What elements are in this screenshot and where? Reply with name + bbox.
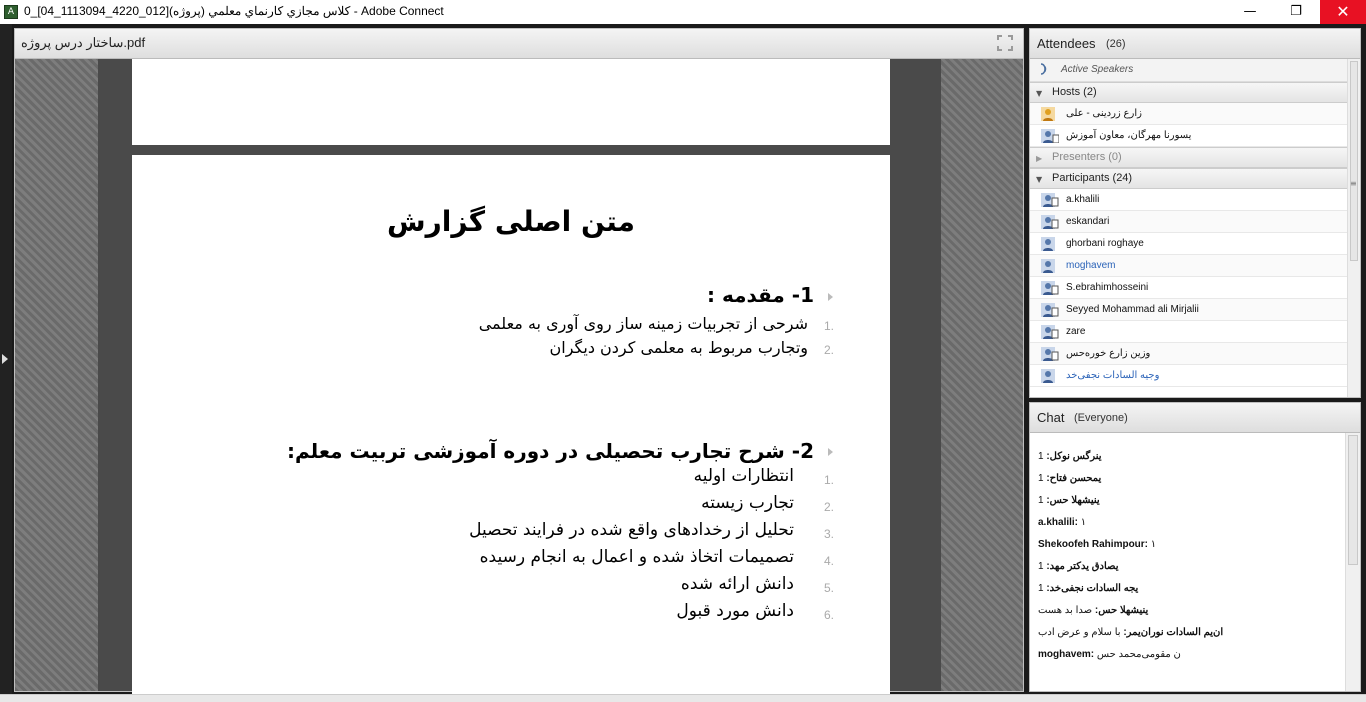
list-item: دانش ارائه شده xyxy=(680,574,794,594)
attendee-name: moghavem xyxy=(1066,260,1116,271)
chat-text: 1 xyxy=(1038,473,1047,484)
share-pod xyxy=(14,28,1024,692)
scrollbar-thumb[interactable] xyxy=(1350,61,1358,261)
list-item: تصمیمات اتخاذ شده و اعمال به انجام رسیده xyxy=(479,547,794,567)
participant-row[interactable] xyxy=(1030,365,1348,387)
chat-header xyxy=(1030,403,1360,433)
attendee-name: وزين زارع خوره‌حس xyxy=(1066,348,1151,359)
participant-avatar-icon xyxy=(1041,324,1055,338)
chat-title: Chat xyxy=(1037,410,1065,425)
group-label: Hosts (2) xyxy=(1052,86,1097,98)
bullet-arrow-icon xyxy=(828,293,833,301)
chat-text: 1 xyxy=(1038,451,1047,462)
microphone-icon xyxy=(1038,62,1052,76)
chat-message xyxy=(1038,561,1119,572)
attendees-pod xyxy=(1029,28,1361,398)
chat-sender: ینیشهلا حس: xyxy=(1046,495,1100,506)
restore-button[interactable]: ❐ xyxy=(1290,4,1302,19)
host-row[interactable] xyxy=(1030,125,1348,147)
attendee-name: eskandari xyxy=(1066,216,1110,227)
attendees-scrollbar[interactable] xyxy=(1347,59,1360,397)
chat-text: 1 xyxy=(1038,583,1047,594)
chat-message xyxy=(1038,539,1156,550)
chat-message xyxy=(1038,649,1181,660)
participant-avatar-icon xyxy=(1041,214,1055,228)
previous-page xyxy=(132,59,890,145)
group-label: Presenters (0) xyxy=(1052,151,1122,163)
participant-avatar-icon xyxy=(1041,192,1055,206)
participant-avatar-icon xyxy=(1041,280,1055,294)
participant-avatar-icon xyxy=(1041,346,1055,360)
chat-sender: a.khalili: xyxy=(1038,517,1079,528)
collapse-triangle-icon: ▼ xyxy=(1036,89,1043,98)
document-viewer[interactable] xyxy=(15,59,1023,691)
participant-avatar-icon xyxy=(1041,258,1055,272)
attendee-name: زارع زردینی - علی xyxy=(1066,108,1142,119)
section-title: 1- مقدمه : xyxy=(707,283,814,307)
attendee-name: وجیه السادات نجفی‌خد xyxy=(1066,370,1160,381)
participant-row[interactable] xyxy=(1030,211,1348,233)
chat-pod xyxy=(1029,402,1361,692)
minimize-button[interactable]: — xyxy=(1243,4,1257,19)
list-number: 6. xyxy=(824,608,835,622)
participant-avatar-icon xyxy=(1041,302,1055,316)
attendee-name: zare xyxy=(1066,326,1086,337)
chat-message xyxy=(1038,473,1101,484)
host-row[interactable] xyxy=(1030,103,1348,125)
chat-sender: Shekoofeh Rahimpour: xyxy=(1038,539,1149,550)
active-speakers-label: Active Speakers xyxy=(1061,64,1134,75)
window-titlebar xyxy=(0,0,1366,24)
attendees-title: Attendees xyxy=(1037,36,1096,51)
section-title: 2- شرح تجارب تحصیلی در دوره آموزشی تربیت معلم: xyxy=(287,439,814,463)
document-page xyxy=(132,155,890,695)
chat-text: ن مقومی‌محمد حس xyxy=(1094,649,1181,660)
active-speakers xyxy=(1030,59,1348,82)
bullet-arrow-icon xyxy=(828,448,833,456)
list-item: تحلیل از رخدادهای واقع شده در فرایند تحصیل xyxy=(469,520,794,540)
share-pod-title: ساختار درس پروژه.pdf xyxy=(21,35,146,50)
participant-row[interactable] xyxy=(1030,321,1348,343)
chat-sender: یصادق یدکتر مهد: xyxy=(1046,561,1119,572)
attendee-name: Seyyed Mohammad ali Mirjalii xyxy=(1066,304,1199,315)
chat-sender: ینیشهلا حس: xyxy=(1094,605,1149,616)
list-item: شرحی از تجربیات زمینه ساز روی آوری به معلمی xyxy=(478,314,808,333)
list-number: 4. xyxy=(824,554,835,568)
list-number: 1. xyxy=(824,473,835,487)
chat-sender: ان‌یم السادات نوران‌یمر: xyxy=(1123,627,1224,638)
participant-list xyxy=(1030,189,1348,387)
chat-message xyxy=(1038,495,1100,506)
chat-message xyxy=(1038,583,1138,594)
list-item: دانش مورد قبول xyxy=(676,601,794,621)
participant-row[interactable] xyxy=(1030,255,1348,277)
list-number: 3. xyxy=(824,527,835,541)
page-heading: متن اصلی گزارش xyxy=(387,205,635,238)
participant-row[interactable] xyxy=(1030,299,1348,321)
chat-message xyxy=(1038,517,1086,528)
list-number: 2. xyxy=(824,500,835,514)
attendee-name: یسورنا مهرگان، معاون آموزش xyxy=(1066,130,1192,141)
chat-text: 1 xyxy=(1038,561,1047,572)
chat-text: ۱ xyxy=(1148,539,1157,550)
participant-row[interactable] xyxy=(1030,277,1348,299)
participant-avatar-icon xyxy=(1041,236,1055,250)
grip-icon: ≡ xyxy=(1350,179,1357,188)
list-number: 2. xyxy=(824,343,835,357)
attendees-header xyxy=(1030,29,1360,59)
group-participants[interactable] xyxy=(1030,168,1348,189)
list-item: تجارب زیسته xyxy=(701,493,794,513)
chat-message xyxy=(1038,451,1102,462)
attendee-name: ghorbani roghaye xyxy=(1066,238,1144,249)
chat-sender: moghavem: xyxy=(1038,649,1095,660)
adobe-connect-app-icon: A xyxy=(4,5,18,19)
host-avatar-icon xyxy=(1041,106,1055,120)
chat-text: با سلام و عرض ادب xyxy=(1038,627,1124,638)
chat-scrollbar[interactable] xyxy=(1345,433,1360,691)
close-button[interactable]: ✕ xyxy=(1320,0,1366,24)
expand-triangle-icon: ▶ xyxy=(1036,154,1043,163)
window-title: 0_[04_1113094_4220_012]كلاس مجازي كارنماي معلمي (پروژه) - Adobe Connect xyxy=(24,4,444,18)
document-area xyxy=(98,59,941,691)
list-number: 1. xyxy=(824,319,835,333)
group-label: Participants (24) xyxy=(1052,172,1133,184)
participant-row[interactable] xyxy=(1030,189,1348,211)
chat-text: ۱ xyxy=(1078,517,1087,528)
chat-sender: یجه السادات نجفی‌خد: xyxy=(1046,583,1139,594)
list-number: 5. xyxy=(824,581,835,595)
attendee-name: S.ebrahimhosseini xyxy=(1066,282,1149,293)
participant-row[interactable] xyxy=(1030,343,1348,365)
group-hosts[interactable] xyxy=(1030,82,1348,103)
expand-arrow-icon xyxy=(2,354,8,364)
chat-message xyxy=(1038,605,1148,616)
chat-sender: یمحسن فتاح: xyxy=(1046,473,1102,484)
fullscreen-icon[interactable] xyxy=(997,35,1013,51)
attendee-list xyxy=(1030,82,1348,387)
chat-message xyxy=(1038,627,1223,638)
share-pod-header xyxy=(15,29,1023,59)
host-avatar-icon xyxy=(1041,128,1055,142)
collapse-triangle-icon: ▼ xyxy=(1036,175,1043,184)
chat-sender: ینرگس نوکل: xyxy=(1046,451,1102,462)
attendee-name: a.khalili xyxy=(1066,194,1100,205)
participant-avatar-icon xyxy=(1041,368,1055,382)
list-item: انتظارات اولیه xyxy=(693,466,794,486)
chat-text: 1 xyxy=(1038,495,1047,506)
left-panel-toggle[interactable] xyxy=(0,24,12,694)
chat-audience[interactable]: (Everyone) xyxy=(1074,412,1128,424)
chat-text: صدا بد هست xyxy=(1038,605,1095,616)
participant-row[interactable] xyxy=(1030,233,1348,255)
list-item: وتجارب مربوط به معلمی کردن دیگران xyxy=(549,338,808,357)
scrollbar-thumb[interactable] xyxy=(1348,435,1358,565)
attendees-count: (26) xyxy=(1106,38,1126,50)
group-presenters[interactable] xyxy=(1030,147,1348,168)
